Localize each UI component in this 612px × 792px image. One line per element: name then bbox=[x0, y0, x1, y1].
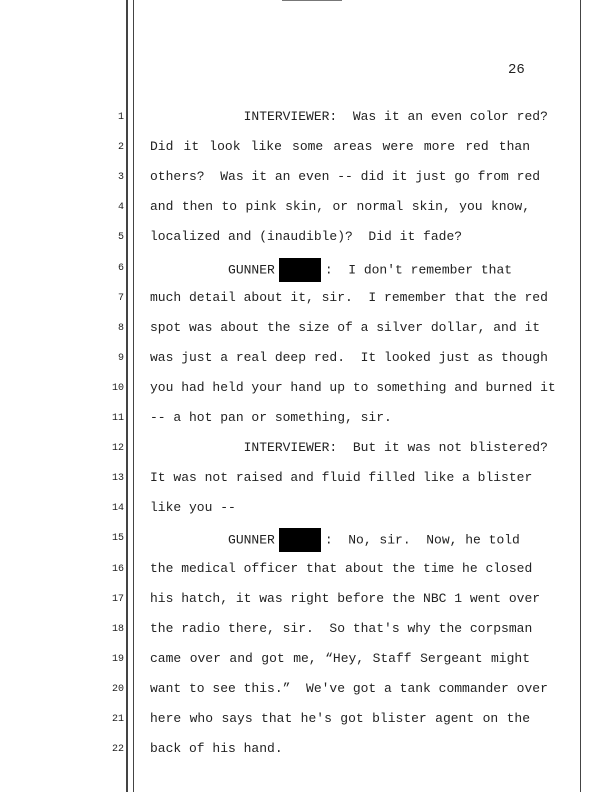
line-number: 6 bbox=[117, 262, 124, 274]
right-margin-rule bbox=[580, 0, 581, 792]
line-number: 5 bbox=[117, 232, 124, 244]
transcript-line: like you -- bbox=[150, 500, 236, 516]
speaker-text: : I don't remember that bbox=[324, 261, 513, 277]
left-margin-rule bbox=[126, 0, 128, 792]
redaction-box bbox=[279, 528, 321, 552]
line-number: 1 bbox=[117, 112, 124, 123]
transcript-line: INTERVIEWER: Was it an even color red? bbox=[150, 109, 548, 124]
line-number: 19 bbox=[111, 653, 124, 665]
line-number: 10 bbox=[111, 382, 124, 394]
line-number: 4 bbox=[117, 202, 124, 214]
speaker-text: : No, sir. Now, he told bbox=[324, 532, 520, 548]
transcript-line: Did it look like some areas were more red than bbox=[150, 139, 530, 155]
transcript-line: was just a real deep red. It looked just as though bbox=[150, 349, 548, 365]
transcript-line: came over and got me, “Hey, Staff Sergeant might bbox=[150, 650, 530, 666]
transcript-line: others? Was it an even -- did it just go from red bbox=[150, 169, 541, 185]
line-number: 21 bbox=[111, 714, 124, 725]
transcript-line bbox=[150, 528, 530, 548]
transcript-line: the medical officer that about the time he closed bbox=[150, 560, 533, 576]
line-number: 20 bbox=[111, 683, 124, 695]
redaction-box bbox=[279, 258, 321, 282]
line-number: 16 bbox=[111, 563, 124, 575]
line-number: 22 bbox=[111, 744, 124, 756]
left-margin-rule-inner bbox=[133, 0, 134, 792]
transcript-line: back of his hand. bbox=[150, 741, 283, 757]
line-number: 17 bbox=[111, 593, 124, 605]
line-number: 13 bbox=[111, 473, 124, 485]
line-number: 9 bbox=[117, 352, 124, 364]
line-number: 15 bbox=[111, 533, 124, 545]
transcript-line: It was not raised and fluid filled like a blister bbox=[150, 470, 533, 486]
transcript-line: the radio there, sir. So that's why the corpsman bbox=[150, 620, 533, 636]
transcript-line: -- a hot pan or something, sir. bbox=[150, 410, 392, 425]
transcript-line: his hatch, it was right before the NBC 1 went over bbox=[150, 590, 541, 606]
transcript-line: much detail about it, sir. I remember that the red bbox=[150, 289, 548, 305]
top-edge-mark bbox=[282, 0, 342, 1]
transcript-line: localized and (inaudible)? Did it fade? bbox=[150, 229, 463, 245]
transcript-line: and then to pink skin, or normal skin, you know, bbox=[150, 199, 530, 215]
transcript-line: you had held your hand up to something and burned it bbox=[150, 379, 556, 395]
speaker-label: GUNNER bbox=[228, 261, 275, 277]
line-number: 8 bbox=[117, 322, 124, 334]
transcript-line: spot was about the size of a silver dollar, and it bbox=[150, 319, 541, 335]
transcript-line: here who says that he's got blister agent on the bbox=[150, 711, 530, 726]
line-number: 12 bbox=[111, 443, 124, 455]
line-number: 7 bbox=[117, 292, 124, 304]
line-number: 18 bbox=[111, 623, 124, 635]
transcript-line bbox=[150, 258, 530, 278]
line-number: 2 bbox=[117, 142, 124, 154]
line-number: 3 bbox=[117, 172, 124, 184]
transcript-line: INTERVIEWER: But it was not blistered? bbox=[150, 440, 548, 456]
line-number: 11 bbox=[111, 413, 124, 424]
page-number: 26 bbox=[508, 62, 525, 78]
transcript-line: want to see this.” We've got a tank commander over bbox=[150, 680, 548, 696]
line-number: 14 bbox=[111, 503, 124, 515]
speaker-label: GUNNER bbox=[228, 532, 275, 548]
